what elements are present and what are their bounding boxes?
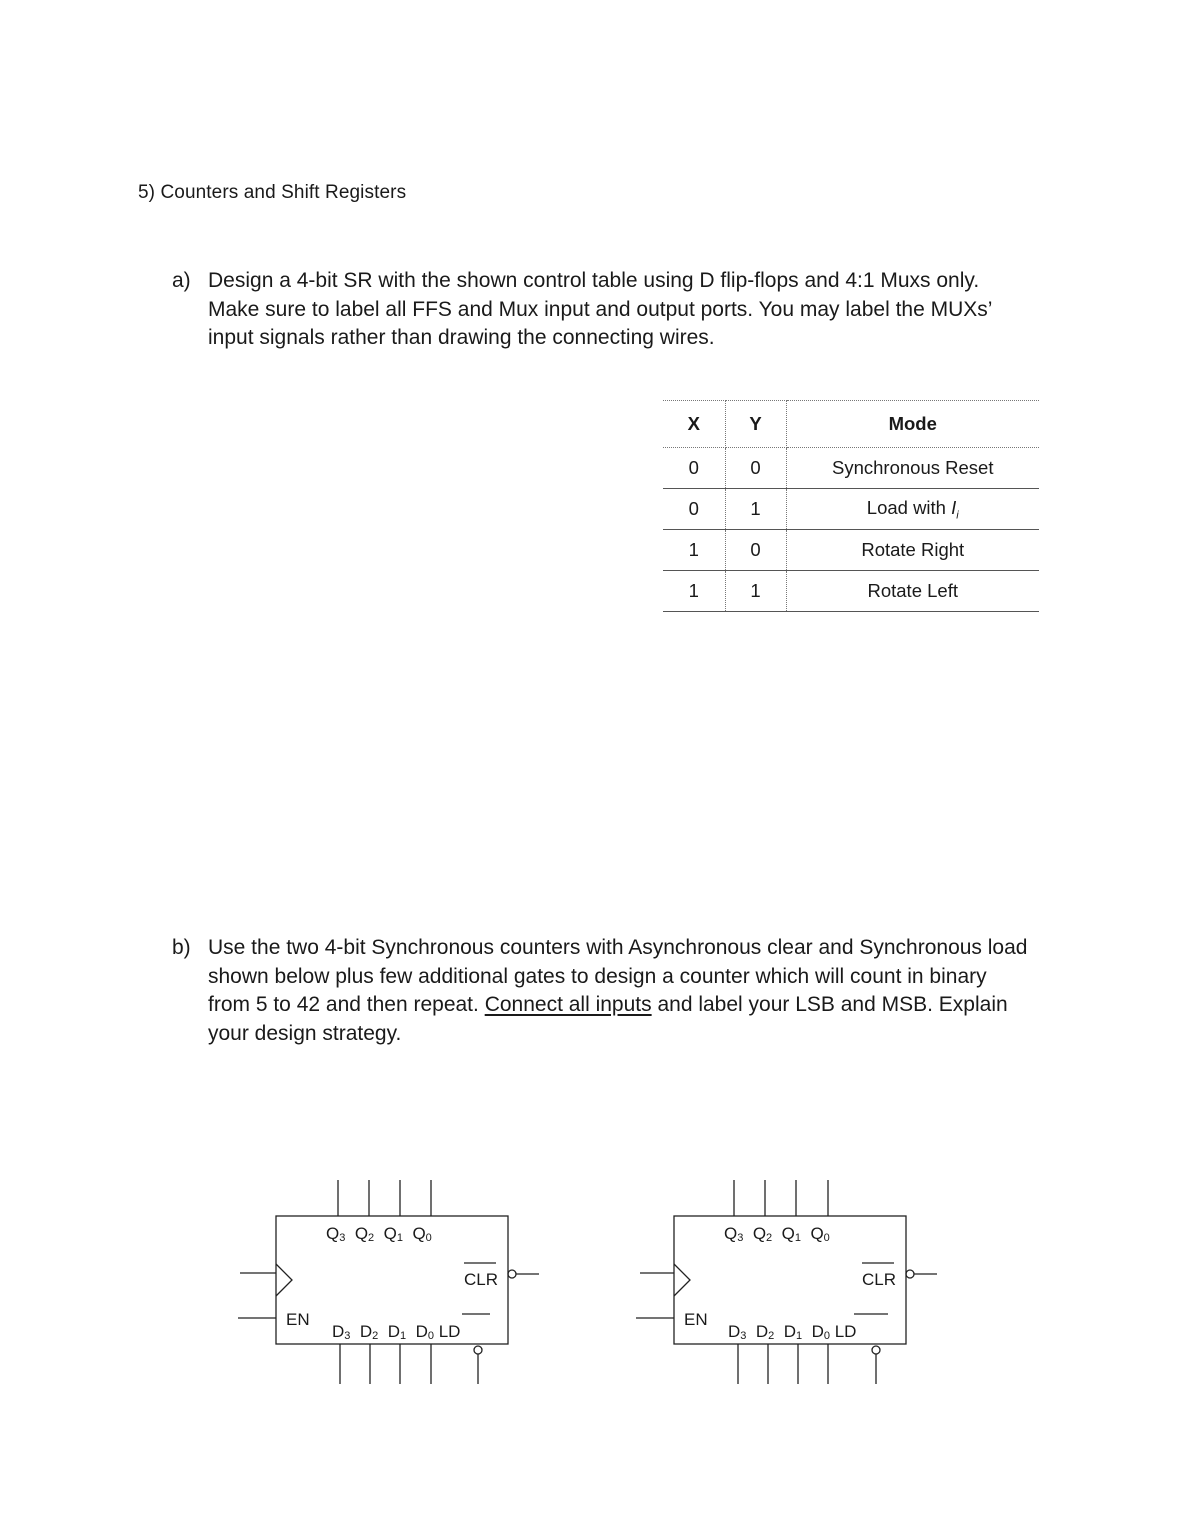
question-b-line-4: your design strategy. — [208, 1021, 402, 1045]
counter-2 — [634, 1176, 954, 1396]
q-labels: $Q_3$ $Q_2$ $Q_1$ $Q_0$ — [326, 1224, 432, 1244]
q-labels: $Q_3$ $Q_2$ $Q_1$ $Q_0$ — [724, 1224, 830, 1244]
question-b-line-3 — [208, 991, 1027, 1020]
question-b-text — [208, 934, 1027, 1048]
question-b — [172, 934, 1072, 1054]
question-a — [172, 267, 1072, 357]
d-labels: $D_3$ $D_2$ $D_1$ $D_0$ LD — [332, 1322, 461, 1342]
question-b-line-1: Use the two 4-bit Synchronous counters with Asynchronous clear and Synchronous load — [208, 936, 1028, 959]
header-x: X — [663, 401, 725, 448]
header-y: Y — [725, 401, 786, 448]
control-table — [663, 400, 1039, 612]
cell-x: 0 — [663, 448, 725, 489]
cell-y: 0 — [725, 448, 786, 489]
header-mode: Mode — [786, 401, 1039, 448]
ld-bubble — [872, 1346, 880, 1354]
cell-mode-italic: I — [951, 496, 957, 518]
cell-x: 1 — [663, 530, 725, 571]
cell-x: 0 — [663, 489, 725, 530]
question-b-line-2: shown below plus few additional gates to design a counter which will count in binary — [208, 964, 987, 988]
counter-2-diagram — [634, 1176, 954, 1396]
clr-bubble — [508, 1270, 516, 1278]
table-row — [663, 571, 1039, 612]
question-a-line-1: Design a 4-bit SR with the shown control table using D flip-flops and 4:1 Muxs only. — [208, 269, 980, 292]
control-table-header — [663, 401, 1039, 448]
table-row — [663, 489, 1039, 530]
cell-y: 1 — [725, 571, 786, 612]
question-b-label: b) — [172, 936, 191, 959]
en-label: EN — [684, 1310, 708, 1329]
clr-label: CLR — [464, 1270, 499, 1289]
cell-mode: Rotate Right — [786, 530, 1039, 571]
section-title: 5) Counters and Shift Registers — [138, 182, 407, 203]
question-b-line-3-post: and label your LSB and MSB. Explain — [651, 993, 1008, 1016]
question-a-line-3: input signals rather than drawing the connecting wires. — [208, 326, 715, 349]
clr-label: CLR — [862, 1270, 897, 1289]
clock-triangle — [276, 1264, 292, 1296]
clr-bubble — [906, 1270, 914, 1278]
question-a-line-2: Make sure to label all FFS and Mux input and output ports. You may label the MUXs’ — [208, 297, 993, 321]
question-a-label: a) — [172, 269, 191, 292]
cell-mode: Rotate Left — [786, 571, 1039, 612]
cell-mode-text: Load with — [866, 496, 952, 518]
ld-bubble — [474, 1346, 482, 1354]
table-row — [663, 530, 1039, 571]
cell-x: 1 — [663, 571, 725, 612]
clock-triangle — [674, 1264, 690, 1296]
cell-mode — [786, 489, 1039, 530]
question-b-underlined: Connect all inputs — [484, 993, 652, 1016]
cell-mode-sub: i — [956, 509, 959, 522]
question-b-line-3-pre: from 5 to 42 and then repeat. — [208, 993, 485, 1016]
d-labels: $D_3$ $D_2$ $D_1$ $D_0$ LD — [728, 1322, 857, 1342]
counter-1-diagram — [236, 1176, 556, 1396]
counter-1 — [236, 1176, 556, 1396]
cell-y: 1 — [725, 489, 786, 530]
en-label: EN — [286, 1310, 310, 1329]
table-row — [663, 448, 1039, 489]
question-a-text — [208, 267, 992, 353]
cell-y: 0 — [725, 530, 786, 571]
cell-mode: Synchronous Reset — [786, 448, 1039, 489]
